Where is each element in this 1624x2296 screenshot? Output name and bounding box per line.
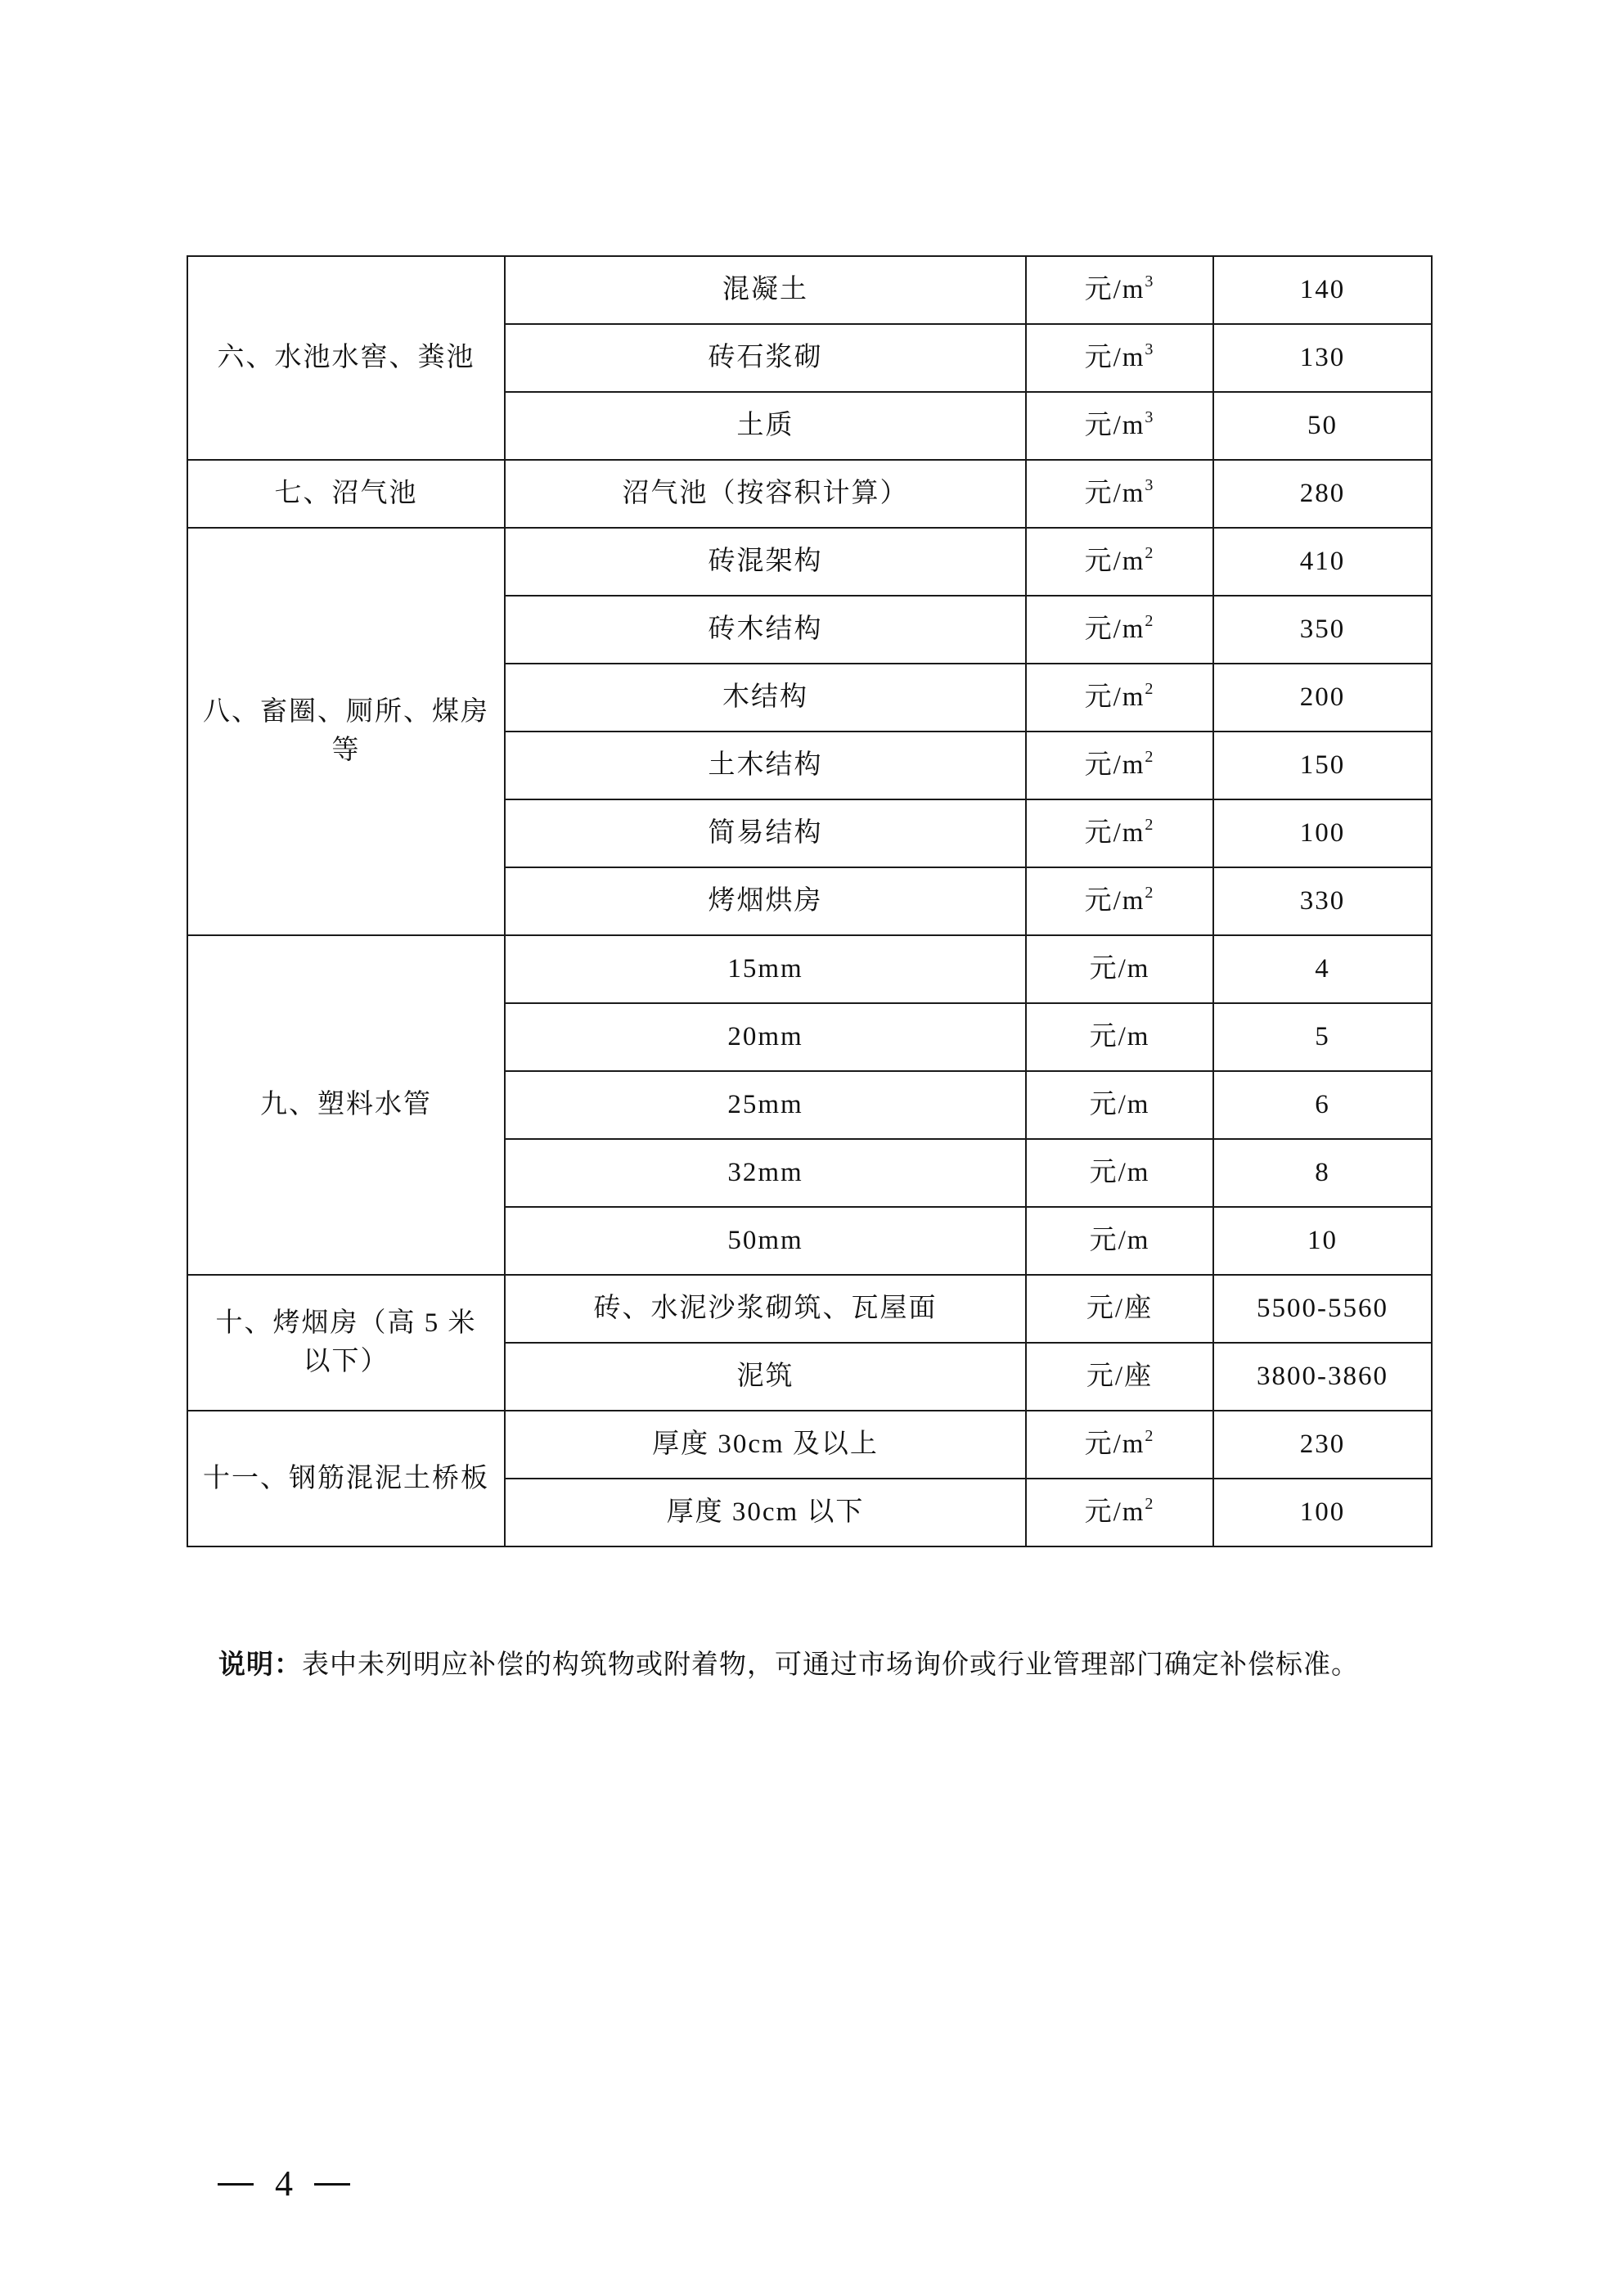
category-cell: 十一、钢筋混泥土桥板 xyxy=(187,1411,505,1546)
unit-cell: 元$/m^3$ xyxy=(1026,256,1213,324)
table-row xyxy=(187,1275,1432,1343)
category-cell: 七、沼气池 xyxy=(187,460,505,528)
item-name: 土质 xyxy=(505,392,1026,460)
compensation-table xyxy=(187,255,1433,1547)
item-name: 烤烟烘房 xyxy=(505,867,1026,935)
unit-cell: 元$/m^2$ xyxy=(1026,596,1213,664)
unit-cell: 元$/m^3$ xyxy=(1026,324,1213,392)
unit-cell: 元$/m^2$ xyxy=(1026,799,1213,867)
item-name: 沼气池（按容积计算） xyxy=(505,460,1026,528)
unit-cell: 元$/m^2$ xyxy=(1026,528,1213,596)
category-line: 十、烤烟房（高 5 米 xyxy=(215,1308,477,1338)
category-line: 等 xyxy=(331,736,361,765)
unit-cell: 元$/m^2$ xyxy=(1026,1411,1213,1479)
price-cell: 350 xyxy=(1213,596,1432,664)
price-cell: 6 xyxy=(1213,1071,1432,1139)
unit-cell: 元/m xyxy=(1026,1003,1213,1071)
price-cell: 4 xyxy=(1213,935,1432,1003)
unit-cell: 元$/m^3$ xyxy=(1026,460,1213,528)
price-cell: 3800-3860 xyxy=(1213,1343,1432,1411)
category-line: 以下） xyxy=(303,1347,389,1376)
price-cell: 200 xyxy=(1213,664,1432,732)
item-name: 砖石浆砌 xyxy=(505,324,1026,392)
price-cell: 8 xyxy=(1213,1139,1432,1207)
price-cell: 130 xyxy=(1213,324,1432,392)
dash-left xyxy=(218,2183,254,2186)
category-cell xyxy=(187,1275,505,1411)
unit-cell: 元$/m^2$ xyxy=(1026,732,1213,799)
price-cell: 230 xyxy=(1213,1411,1432,1479)
unit-cell: 元$/m^3$ xyxy=(1026,392,1213,460)
unit-cell: 元$/m^2$ xyxy=(1026,664,1213,732)
item-name: 15mm xyxy=(505,935,1026,1003)
category-cell: 九、塑料水管 xyxy=(187,935,505,1275)
table-row xyxy=(187,528,1432,596)
item-name: 砖混架构 xyxy=(505,528,1026,596)
price-cell: 140 xyxy=(1213,256,1432,324)
category-cell: 六、水池水窖、粪池 xyxy=(187,256,505,460)
price-cell: 100 xyxy=(1213,1479,1432,1546)
price-cell: 150 xyxy=(1213,732,1432,799)
note-text: 表中未列明应补偿的构筑物或附着物，可通过市场询价或行业管理部门确定补偿标准。 xyxy=(302,1650,1359,1680)
item-name: 土木结构 xyxy=(505,732,1026,799)
category-line: 八、畜圈、厕所、煤房 xyxy=(203,697,489,727)
unit-cell: 元/m xyxy=(1026,1207,1213,1275)
item-name: 泥筑 xyxy=(505,1343,1026,1411)
item-name: 50mm xyxy=(505,1207,1026,1275)
table-row xyxy=(187,1411,1432,1479)
price-cell: 5500-5560 xyxy=(1213,1275,1432,1343)
item-name: 砖、水泥沙浆砌筑、瓦屋面 xyxy=(505,1275,1026,1343)
table-row xyxy=(187,256,1432,324)
item-name: 木结构 xyxy=(505,664,1026,732)
item-name: 厚度 30cm 以下 xyxy=(505,1479,1026,1546)
unit-cell: 元$/m^2$ xyxy=(1026,867,1213,935)
page-number-value: 4 xyxy=(275,2163,293,2204)
dash-right xyxy=(314,2183,350,2186)
unit-cell: 元/m xyxy=(1026,935,1213,1003)
item-name: 砖木结构 xyxy=(505,596,1026,664)
price-cell: 100 xyxy=(1213,799,1432,867)
price-cell: 410 xyxy=(1213,528,1432,596)
table-note xyxy=(218,1646,1359,1683)
table-row xyxy=(187,935,1432,1003)
item-name: 25mm xyxy=(505,1071,1026,1139)
unit-cell: 元$/m^2$ xyxy=(1026,1479,1213,1546)
price-cell: 50 xyxy=(1213,392,1432,460)
unit-cell: 元/座 xyxy=(1026,1275,1213,1343)
item-name: 混凝土 xyxy=(505,256,1026,324)
item-name: 32mm xyxy=(505,1139,1026,1207)
unit-cell: 元/m xyxy=(1026,1071,1213,1139)
price-cell: 330 xyxy=(1213,867,1432,935)
price-cell: 280 xyxy=(1213,460,1432,528)
item-name: 厚度 30cm 及以上 xyxy=(505,1411,1026,1479)
unit-cell: 元/m xyxy=(1026,1139,1213,1207)
table-row xyxy=(187,460,1432,528)
page-number xyxy=(218,2163,350,2204)
category-cell xyxy=(187,528,505,935)
note-label: 说明： xyxy=(218,1648,302,1680)
item-name: 简易结构 xyxy=(505,799,1026,867)
unit-cell: 元/座 xyxy=(1026,1343,1213,1411)
item-name: 20mm xyxy=(505,1003,1026,1071)
price-cell: 5 xyxy=(1213,1003,1432,1071)
price-cell: 10 xyxy=(1213,1207,1432,1275)
